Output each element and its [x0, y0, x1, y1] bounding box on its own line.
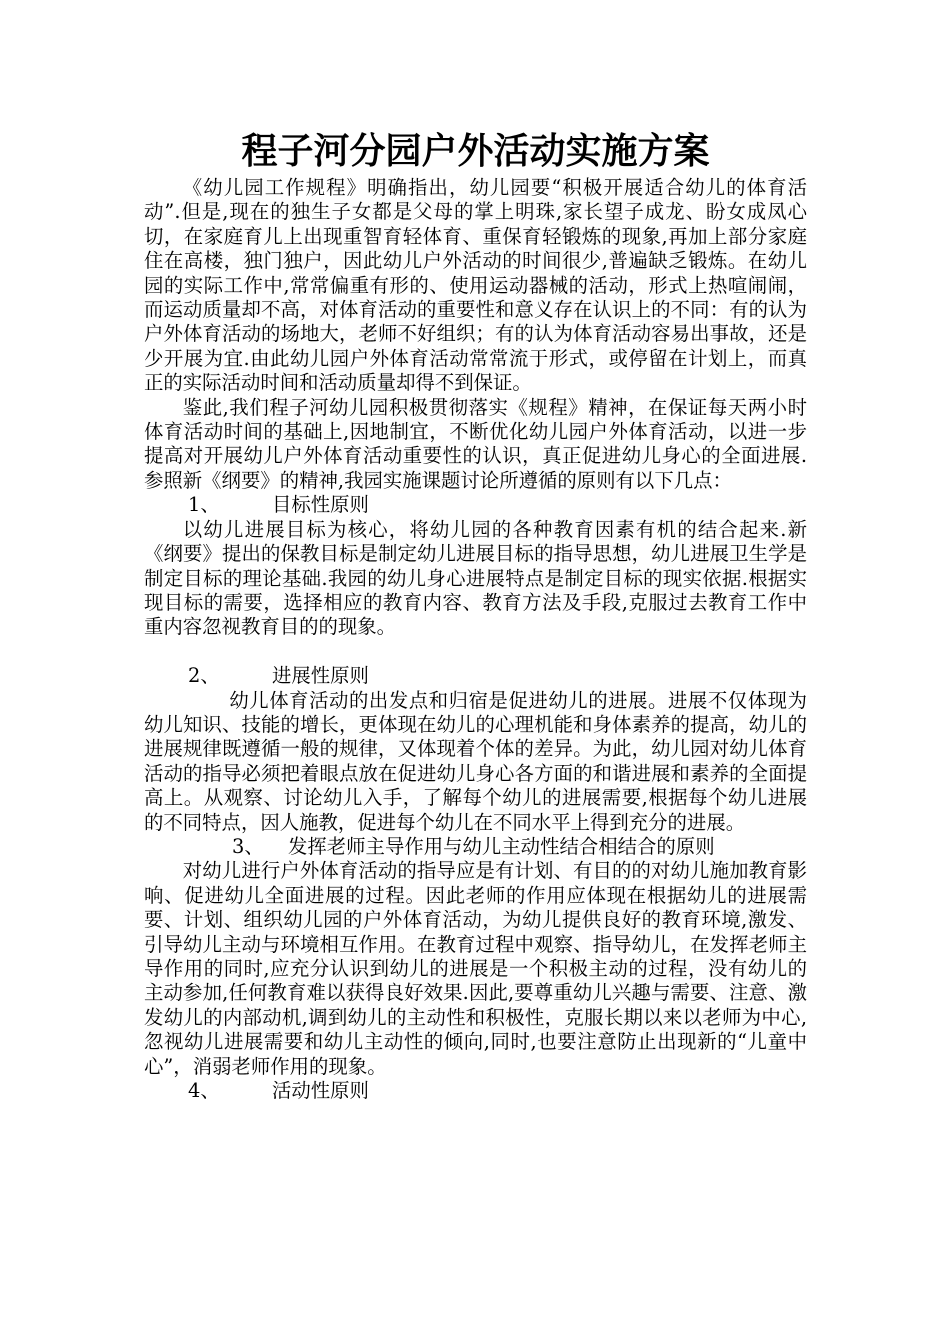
section-heading — [144, 1079, 807, 1103]
section-heading — [144, 835, 807, 859]
intro-paragraph: 鉴此,我们程子河幼儿园积极贯彻落实《规程》精神，在保证每天两小时体育活动时间的基础上,因地制宜，不断优化幼儿园户外体育活动，以进一步提高对开展幼儿户外体育活动重要性的认识，真正促进幼儿身心的全面进展.参照新《纲要》的精神,我园实施课题讨论所遵循的原则有以下几点： — [144, 395, 807, 492]
section-body: 幼儿体育活动的出发点和归宿是促进幼儿的进展。进展不仅体现为幼儿知识、技能的增长，更体现在幼儿的心理机能和身体素养的提高，幼儿的进展规律既遵循一般的规律，又体现着个体的差异。为此，幼儿园对幼儿体育活动的指导必须把着眼点放在促进幼儿身心各方面的和谐进展和素养的全面提高上。从观察、讨论幼儿入手，了解每个幼儿的进展需要,根据每个幼儿进展的不同特点，因人施教，促进每个幼儿在不同水平上得到充分的进展。 — [144, 688, 807, 834]
section-body: 对幼儿进行户外体育活动的指导应是有计划、有目的的对幼儿施加教育影响、促进幼儿全面进展的过程。因此老师的作用应体现在根据幼儿的进展需要、计划、组织幼儿园的户外体育活动，为幼儿提供良好的教育环境,激发、引导幼儿主动与环境相互作用。在教育过程中观察、指导幼儿，在发挥老师主导作用的同时,应充分认识到幼儿的进展是一个积极主动的过程，没有幼儿的主动参加,任何教育难以获得良好效果.因此,要尊重幼儿兴趣与需要、注意、激发幼儿的内部动机,调到幼儿的主动性和积极性，克服长期以来以老师为中心,忽视幼儿进展需要和幼儿主动性的倾向,同时,也要注意防止出现新的“儿童中心”，消弱老师作用的现象。 — [144, 859, 807, 1078]
blank-line — [144, 640, 807, 664]
document-page — [144, 128, 807, 1103]
section-heading-text: 进展性原则 — [272, 664, 369, 688]
section-number: 2、 — [188, 664, 220, 688]
section-heading-text: 活动性原则 — [272, 1079, 369, 1103]
intro-paragraph: 《幼儿园工作规程》明确指出，幼儿园要“积极开展适合幼儿的体育活动”.但是,现在的独生子女都是父母的掌上明珠,家长望子成龙、盼女成凤心切，在家庭育儿上出现重智育轻体育、重保育轻锻炼的现象,再加上部分家庭住在高楼，独门独户，因此幼儿户外活动的时间很少,普遍缺乏锻炼。在幼儿园的实际工作中,常常偏重有形的、使用运动器械的活动，形式上热喧闹闹，而运动质量却不高，对体育活动的重要性和意义存在认识上的不同：有的认为户外体育活动的场地大，老师不好组织；有的认为体育活动容易出事故，还是少开展为宜.由此幼儿园户外体育活动常常流于形式，或停留在计划上，而真正的实际活动时间和活动质量却得不到保证。 — [144, 176, 807, 395]
section-heading-text: 目标性原则 — [272, 493, 369, 517]
section-number: 4、 — [188, 1079, 220, 1103]
document-title: 程子河分园户外活动实施方案 — [241, 130, 710, 172]
section-heading — [144, 664, 807, 688]
section-heading — [144, 493, 807, 517]
section-number: 1、 — [188, 493, 220, 517]
section-number: 3、 — [232, 834, 264, 858]
section-body: 以幼儿进展目标为核心，将幼儿园的各种教育因素有机的结合起来.新《纲要》提出的保教目标是制定幼儿进展目标的指导思想，幼儿进展卫生学是制定目标的理论基础.我园的幼儿身心进展特点是制定目标的现实依据.根据实现目标的需要，选择相应的教育内容、教育方法及手段,克服过去教育工作中重内容忽视教育目的的现象。 — [144, 517, 807, 639]
section-heading-text: 发挥老师主导作用与幼儿主动性结合相结合的原则 — [288, 834, 715, 858]
